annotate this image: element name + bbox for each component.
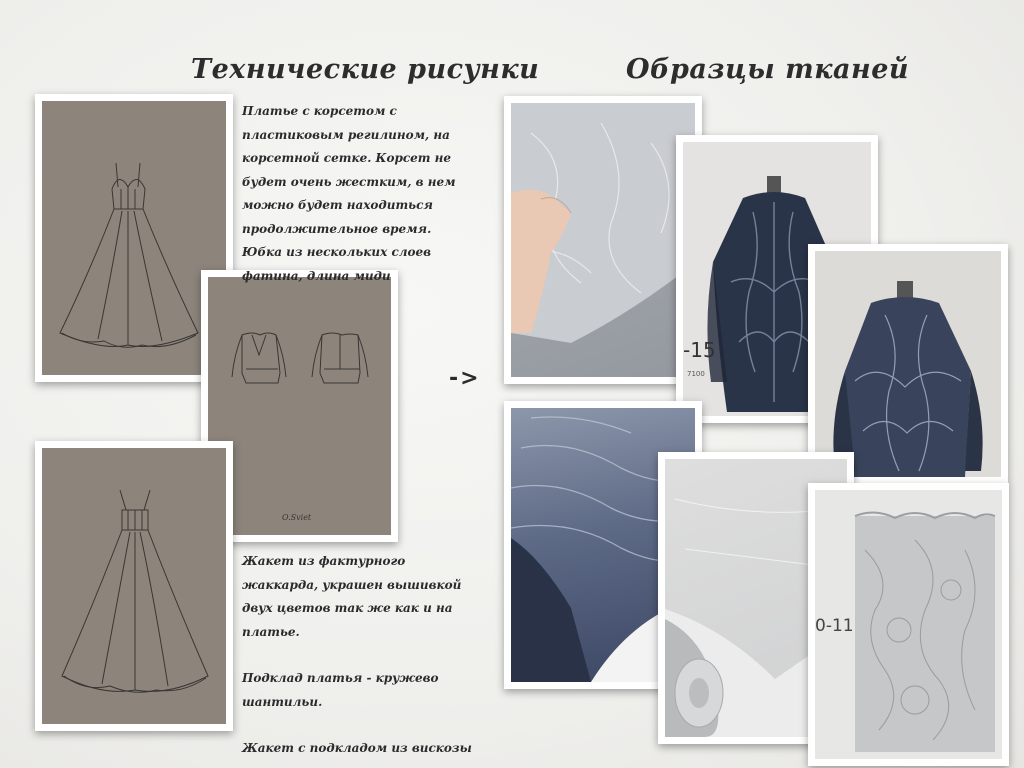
navy-lace-back-image: [815, 251, 1001, 477]
fabric-code-label: -15: [683, 338, 716, 362]
dress-back-drawing: [42, 448, 226, 724]
jacket-description: [242, 550, 474, 761]
technical-drawings-heading: Технические рисунки: [191, 54, 540, 85]
fabric-code-small-label: 7100: [687, 370, 705, 378]
dress-description-text: Платье с корсетом с пластиковым регилином, на корсетной сетке. Корсет не будет очень жестким, в нем можно будет находиться продолжительное время. Юбка из нескольких слоев фатина, длина миди: [242, 104, 456, 283]
dress-lining-text: Подклад платья - кружево шантильи.: [242, 671, 439, 709]
jacket-drawing: [208, 277, 391, 535]
jacquard-fabric-image: [511, 103, 695, 377]
lace-code-label: 0-11: [815, 616, 854, 636]
jacket-lining-text: Жакет с подкладом из вискозы: [242, 741, 472, 755]
fabric-sample-navy-lace-back[interactable]: [808, 244, 1008, 484]
transition-arrow: ->: [449, 366, 481, 391]
fabric-sample-silver-jacquard[interactable]: [504, 96, 702, 384]
sketch-dress-back[interactable]: [35, 441, 233, 731]
jacket-description-text: Жакет из фактурного жаккарда, украшен вышивкой двух цветов так же как и на платье.: [242, 554, 462, 639]
designer-signature: O.Sviet: [282, 513, 312, 522]
dress-description: [242, 100, 474, 288]
fabric-sample-chantilly-lace[interactable]: [808, 483, 1009, 766]
dress-front-drawing: [42, 101, 226, 375]
fabric-samples-heading: Образцы тканей: [626, 54, 910, 85]
